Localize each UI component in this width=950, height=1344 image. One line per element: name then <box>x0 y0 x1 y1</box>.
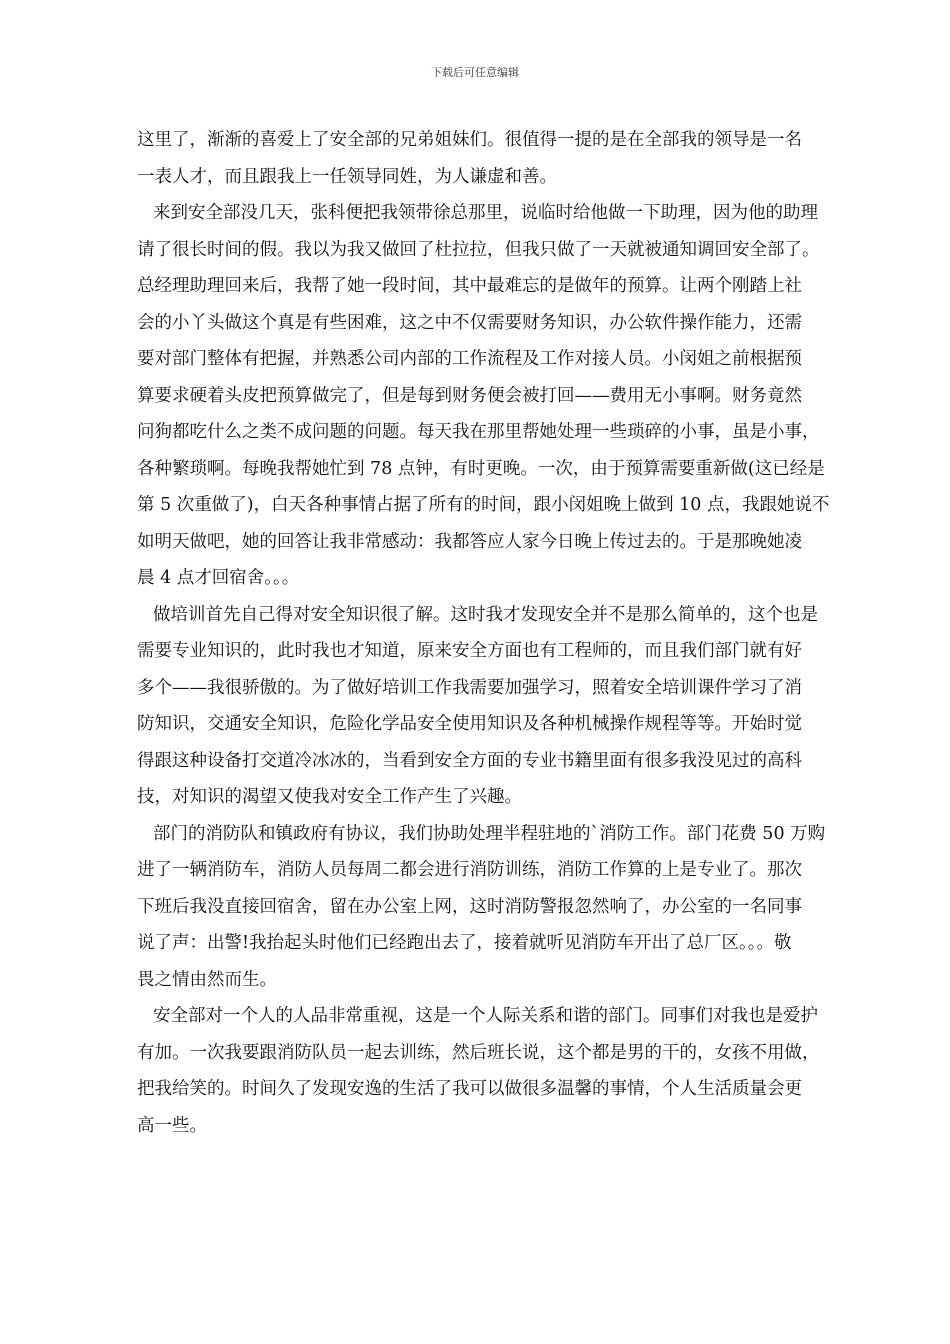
text-line: 一表人才，而且跟我上一任领导同姓，为人谦虚和善。 <box>137 166 557 187</box>
text-line: 做培训首先自己得对安全知识很了解。这时我才发现安全并不是那么简单的，这个也是 <box>153 604 818 625</box>
text-line: 来到安全部没几天，张科便把我领带徐总那里，说临时给他做一下助理，因为他的助理 <box>153 203 818 223</box>
text-line: 安全部对一个人的人品非常重视，这是一个人际关系和谐的部门。同事们对我也是爱护 <box>153 1006 818 1026</box>
text-line: 算要求硬着头皮把预算做完了，但是每到财务便会被打回——费用无小事啊。财务竟然 <box>137 385 802 406</box>
text-line: 第 5 次重做了)，白天各种事情占据了所有的时间，跟小闵姐晚上做到 10 点，我跟她说不 <box>137 495 830 515</box>
text-line: 把我给笑的。时间久了发现安逸的生活了我可以做很多温馨的事情，个人生活质量会更 <box>137 1079 802 1099</box>
paragraph <box>137 998 897 1144</box>
text-line: 晨 4 点才回宿舍。。。 <box>137 568 300 588</box>
text-line: 得跟这种设备打交道冷冰冰的，当看到安全方面的专业书籍里面有很多我没见过的高科 <box>137 750 802 771</box>
text-line: 需要专业知识的，此时我也才知道，原来安全方面也有工程师的，而且我们部门就有好 <box>137 641 802 661</box>
text-line: 技，对知识的渴望又使我对安全工作产生了兴趣。 <box>137 787 522 807</box>
paragraph <box>137 195 897 597</box>
text-line: 下班后我没直接回宿舍，留在办公室上网，这时消防警报忽然响了，办公室的一名同事 <box>137 896 802 917</box>
text-line: 说了声：出警!我抬起头时他们已经跑出去了，接着就听见消防车开出了总厂区。。。敬 <box>137 933 792 953</box>
paragraph <box>137 816 897 999</box>
text-line: 高一些。 <box>137 1115 207 1136</box>
text-line: 进了一辆消防车，消防人员每周二都会进行消防训练，消防工作算的上是专业了。那次 <box>137 860 802 880</box>
document-body <box>137 122 897 1144</box>
text-line: 各种繁琐啊。每晚我帮她忙到 78 点钟，有时更晚。一次，由于预算需要重新做(这已经是 <box>137 458 825 479</box>
text-line: 请了很长时间的假。我以为我又做回了杜拉拉，但我只做了一天就被通知调回安全部了。 <box>137 239 820 260</box>
text-line: 问狗都吃什么之类不成问题的问题。每天我在那里帮她处理一些琐碎的小事，虽是小事， <box>137 422 820 442</box>
text-line: 这里了，渐渐的喜爱上了安全部的兄弟姐妹们。很值得一提的是在全部我的领导是一名 <box>137 130 802 150</box>
text-line: 总经理助理回来后，我帮了她一段时间，其中最难忘的是做年的预算。让两个刚踏上社 <box>137 276 802 296</box>
text-line: 如明天做吧，她的回答让我非常感动：我都答应人家今日晚上传过去的。于是那晚她凌 <box>137 531 802 552</box>
page-header: 下载后可任意编辑 <box>431 66 519 79</box>
text-line: 防知识，交通安全知识，危险化学品安全使用知识及各种机械操作规程等等。开始时觉 <box>137 714 802 734</box>
paragraph <box>137 597 897 816</box>
text-line: 多个——我很骄傲的。为了做好培训工作我需要加强学习，照着安全培训课件学习了消 <box>137 677 802 698</box>
paragraph <box>137 122 897 195</box>
text-line: 畏之情由然而生。 <box>137 969 277 990</box>
text-line: 部门的消防队和镇政府有协议，我们协助处理半程驻地的`消防工作。部门花费 50 万购 <box>153 823 826 844</box>
text-line: 有加。一次我要跟消防队员一起去训练，然后班长说，这个都是男的干的，女孩不用做， <box>137 1042 820 1063</box>
text-line: 会的小丫头做这个真是有些困难，这之中不仅需要财务知识，办公软件操作能力，还需 <box>137 312 802 333</box>
text-line: 要对部门整体有把握，并熟悉公司内部的工作流程及工作对接人员。小闵姐之前根据预 <box>137 349 802 369</box>
